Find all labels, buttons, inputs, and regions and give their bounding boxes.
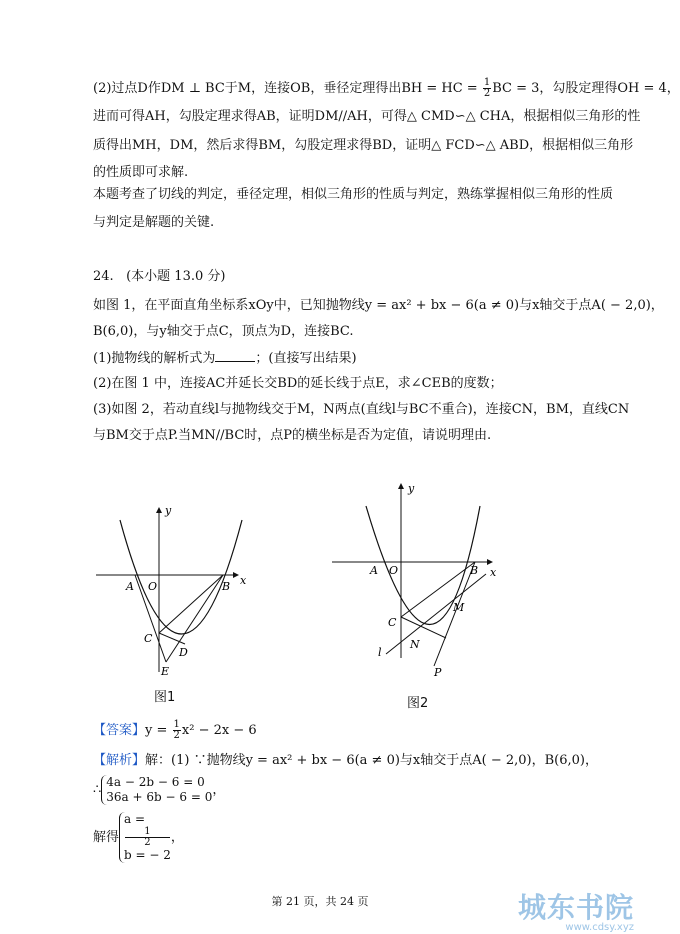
question-1: (1)抛物线的解析式为 ；(直接写出结果)	[93, 351, 357, 366]
label-y: y	[408, 482, 415, 495]
problem-number: 24.	[93, 269, 114, 284]
question-3-line-1: (3)如图 2，若动直线l与抛物线交于M，N两点(直线l与BC不重合)，连接CN，BM，直线CN	[93, 402, 630, 417]
problem-header	[93, 268, 225, 286]
fraction: $\frac{1}{2}$	[483, 77, 491, 99]
parabola	[120, 520, 242, 634]
watermark	[518, 886, 634, 933]
equation-system-1: ∴ 4a − 2b − 6 = 0 36a + 6b − 6 = 0 ，	[93, 775, 226, 804]
problem-line-1: 如图 1，在平面直角坐标系xOy中，已知抛物线y = ax² + bx − 6(a ≠ 0)与x轴交于点A( − 2,0)，	[93, 298, 664, 313]
label-m: M	[453, 601, 465, 614]
label-l: l	[378, 646, 382, 659]
system-brace: a = 1 2 b = − 2	[119, 812, 171, 863]
solution-line-6: 与判定是解题的关键.	[93, 215, 215, 230]
label-a: A	[370, 564, 378, 577]
solution-line-3: 质得出MH，DM，然后求得BM，勾股定理求得BD，证明△ FCD∽△ ABD，根据相似三角形	[93, 138, 634, 153]
label-y: y	[165, 504, 172, 517]
solution-line-2: 进而可得AH，勾股定理求得AB，证明DM//AH，可得△ CMD∽△ CHA，根据相似三角形的性	[93, 109, 641, 124]
line-cn	[401, 617, 446, 638]
fraction: $\frac{1}{2}$	[173, 719, 180, 741]
figure-1	[90, 500, 260, 680]
figure-2-caption: 图2	[407, 696, 429, 711]
label-c: C	[144, 632, 153, 645]
figure-2	[326, 478, 506, 688]
system-brace: 4a − 2b − 6 = 0 36a + 6b − 6 = 0	[101, 775, 212, 805]
solution-line-4: 的性质即可求解.	[93, 165, 189, 180]
label-e: E	[161, 665, 170, 678]
answer-tag: 【答案】	[93, 723, 146, 738]
label-o: O	[389, 564, 399, 577]
problem-line-2: B(6,0)，与y轴交于点C，顶点为D，连接BC.	[93, 324, 354, 339]
question-2: (2)在图 1 中，连接AC并延长交BD的延长线于点E，求∠CEB的度数；	[93, 376, 503, 391]
analysis-line-1: 【解析】解：(1) ∵抛物线y = ax² + bx − 6(a ≠ 0)与x轴交于点A( − 2,0)，B(6,0)，	[93, 753, 598, 768]
label-p: P	[434, 666, 442, 679]
watermark-title: 城东书院	[518, 891, 635, 924]
solution-line-5: 本题考查了切线的判定，垂径定理，相似三角形的性质与判定，熟练掌握相似三角形的性质	[93, 187, 614, 202]
label-b: B	[222, 580, 231, 593]
figure-1-caption: 图1	[154, 690, 176, 705]
question-3-line-2: 与BM交于点P.当MN//BC时，点P的横坐标是否为定值，请说明理由.	[93, 428, 492, 443]
label-b: B	[470, 564, 479, 577]
page-footer: 第 21 页，共 24 页	[271, 895, 369, 908]
label-c: C	[388, 616, 397, 629]
analysis-tag: 【解析】	[93, 753, 146, 768]
label-n: N	[410, 638, 420, 651]
answer-line: 【答案】y = $\frac{1}{2}$ x² − 2x − 6	[93, 719, 257, 741]
solution-line-1: (2)过点D作DM ⊥ BC于M，连接OB，垂径定理得出BH = HC = $\frac{1}{2}$ BC = 3，勾股定理得OH = 4，	[93, 77, 680, 99]
watermark-url: www.cdsy.xyz	[565, 922, 635, 933]
label-x: x	[490, 566, 497, 579]
answer-blank	[215, 349, 255, 362]
problem-score: (本小题 13.0 分)	[126, 269, 226, 284]
label-a: A	[126, 580, 134, 593]
label-o: O	[148, 580, 158, 593]
label-x: x	[240, 574, 247, 587]
equation-system-2: 解得 a = 1 2 b = − 2 ，	[93, 812, 184, 862]
label-d: D	[179, 646, 188, 659]
